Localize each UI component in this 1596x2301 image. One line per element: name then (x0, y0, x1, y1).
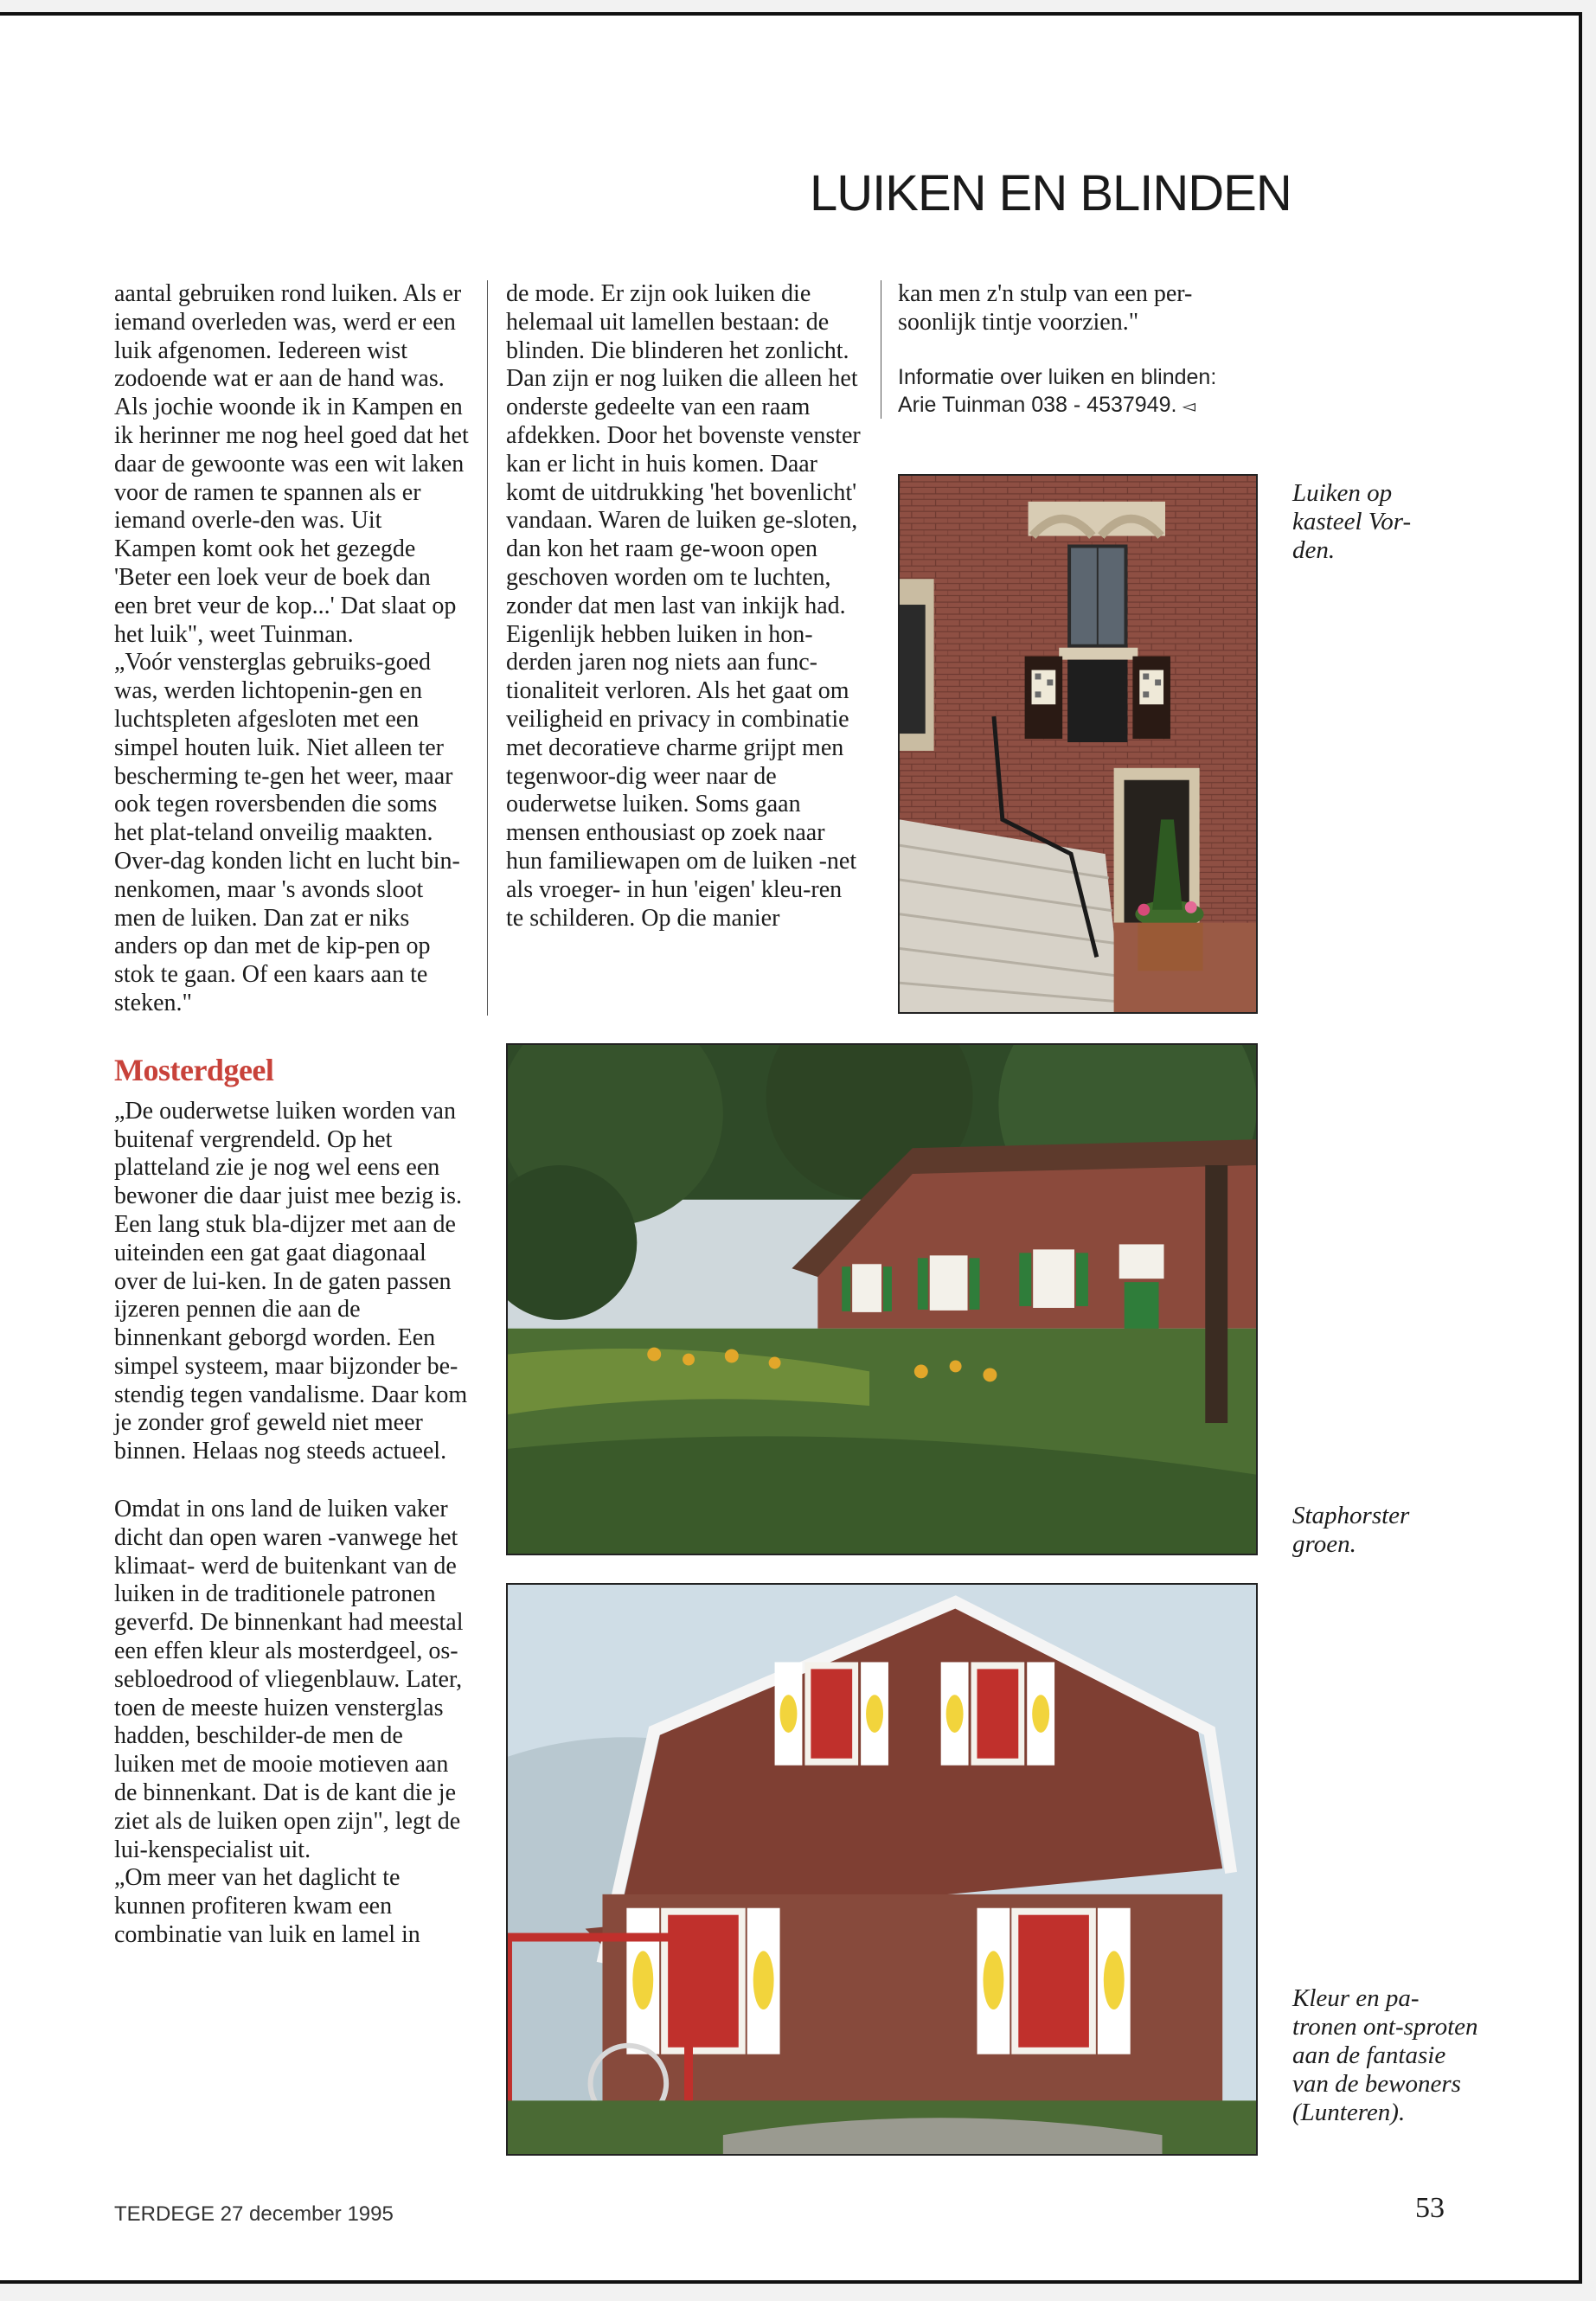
photo-lunteren-huis (506, 1583, 1258, 2156)
paragraph: Eigenlijk hebben luiken in hon-derden jaren nog niets aan func-tionaliteit verloren. Als het gaat om veiligheid en privacy in combinatie met decoratieve charme grijpt men tegenwoor-dig weer naar de ouderwetse luiken. Soms gaan mensen enthousiast op zoek naar hun familiewapen om de luiken -net als vroeger- in hun 'eigen' kleu-ren te schilderen. Op die manier (506, 620, 857, 932)
section-title: LUIKEN EN BLINDEN (810, 165, 1292, 221)
info-box (898, 363, 1270, 420)
paragraph: aantal gebruiken rond luiken. Als er iemand overleden was, werd er een luik afgenomen. Iedereen wist zodoende wat er aan de hand was. Als jochie woonde ik in Kampen en ik herinner me nog heel goed dat het daar de gewoonte was een wit laken voor de ramen te spannen als er iemand overle-den was. Uit Kampen komt ook het gezegde 'Beter een loek veur de boek dan een bret veur de kop...' Dat slaat op het luik", weet Tuinman. (114, 280, 469, 648)
caption-staphorster: Staphorster groen. (1292, 1502, 1410, 1558)
magazine-page (0, 12, 1582, 2284)
caption-kasteel-vorden: Luiken op kasteel Vor-den. (1292, 479, 1412, 564)
text-column-1 (114, 280, 469, 1950)
page-number: 53 (1415, 2192, 1445, 2224)
text-column-3 (898, 280, 1270, 420)
footer-publication: TERDEGE 27 december 1995 (114, 2202, 394, 2226)
column-divider (487, 280, 488, 1016)
end-mark-icon: ◅ (1182, 396, 1195, 416)
caption-lunteren: Kleur en pa-tronen ont-sproten aan de fantasie van de bewoners (Lunteren). (1292, 1984, 1478, 2126)
info-label: Informatie over luiken en blinden: (898, 364, 1217, 389)
photo-kasteel-vorden (898, 474, 1258, 1014)
photo-staphorster-boerderij (506, 1043, 1258, 1555)
info-contact: Arie Tuinman 038 - 4537949. (898, 392, 1177, 417)
paragraph: de mode. Er zijn ook luiken die helemaal uit lamellen bestaan: de blinden. Die blinderen het zonlicht. Dan zijn er nog luiken die alleen het onderste gedeelte van een raam afdekken. Door het bovenste venster kan er licht in huis komen. Daar komt de uitdrukking 'het bovenlicht' vandaan. Waren de luiken ge-sloten, dan kon het raam ge-woon open geschoven worden om te luchten, zonder dat men last van inkijk had. (506, 280, 861, 619)
paragraph: Omdat in ons land de luiken vaker dicht dan open waren -vanwege het klimaat- werd de buitenkant van de luiken in de traditionele patronen geverfd. De binnenkant had meestal een effen kleur als mosterdgeel, os-sebloedrood of vliegenblauw. Later, toen de meeste huizen vensterglas hadden, beschilder-de men de luiken met de mooie motieven aan de binnenkant. Dat is de kant die je ziet als de luiken open zijn", legt de lui-kenspecialist uit. (114, 1496, 464, 1863)
subheading-mosterdgeel: Mosterdgeel (114, 1052, 274, 1087)
paragraph: „Voór vensterglas gebruiks-goed was, werden lichtopenin-gen en luchtspleten afgesloten met een simpel houten luik. Niet alleen ter bescherming te-gen het weer, maar ook tegen roversbenden die soms het plat-teland onveilig maakten. Over-dag konden licht en lucht bin-nenkomen, maar 's avonds sloot men de luiken. Dan zat er niks anders op dan met de kip-pen op stok te gaan. Of een kaars aan te steken." (114, 649, 460, 1016)
paragraph: „Om meer van het daglicht te kunnen profiteren kwam een combinatie van luik en lamel in (114, 1864, 420, 1949)
text-column-2 (506, 280, 865, 933)
paragraph: kan men z'n stulp van een per-soonlijk tintje voorzien." (898, 280, 1193, 336)
paragraph: „De ouderwetse luiken worden van buitenaf vergrendeld. Op het platteland zie je nog wel eens een bewoner die daar juist mee bezig is. Een lang stuk bla-dijzer met aan de uiteinden een gat gaat diagonaal over de lui-ken. In de gaten passen ijzeren pennen die aan de binnenkant geborgd worden. Een simpel systeem, maar bijzonder be-stendig tegen vandalisme. Daar kom je zonder grof geweld niet meer binnen. Helaas nog steeds actueel. (114, 1097, 468, 1465)
